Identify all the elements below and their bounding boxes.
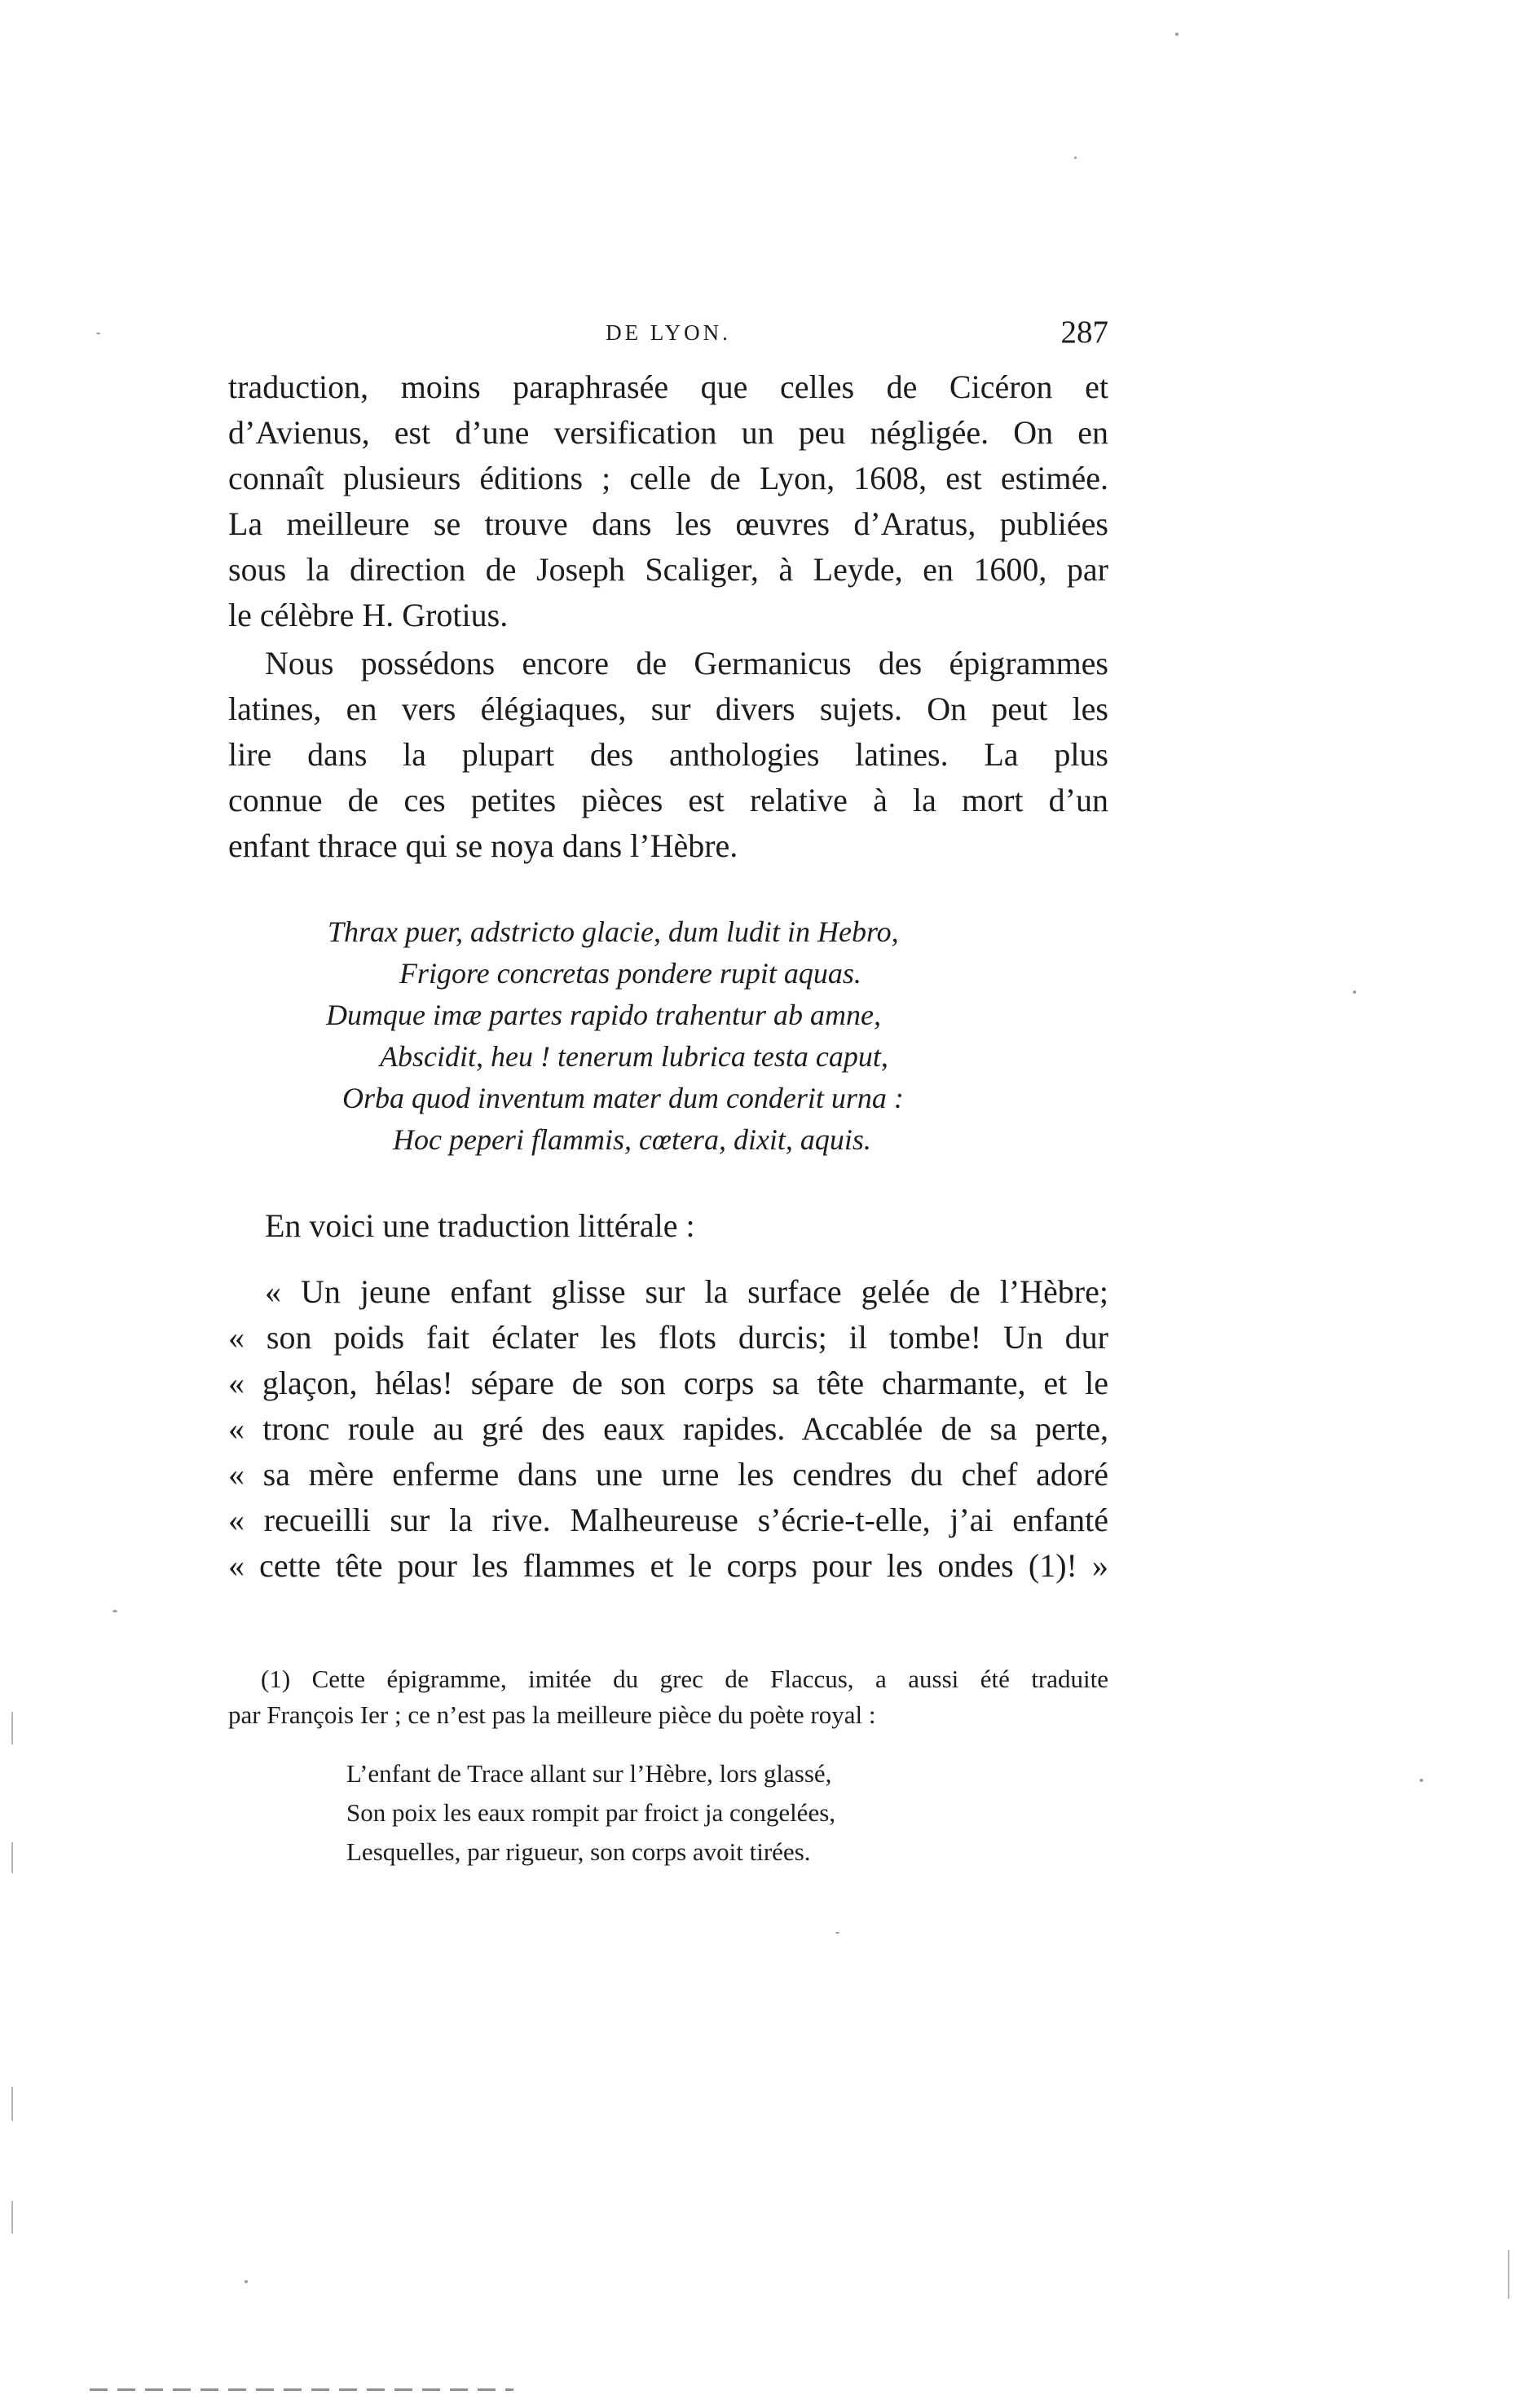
margin-mark xyxy=(11,2201,13,2234)
translation-intro: En voici une traduction littérale : xyxy=(265,1207,695,1244)
text-line: d’Avienus, est d’une versification un peu négligée. On en xyxy=(228,414,1108,451)
footnote-verse xyxy=(346,1754,835,1872)
latin-epigram xyxy=(228,911,1108,1161)
text-line: traduction, moins paraphrasée que celles de Cicéron et xyxy=(228,368,1108,405)
poem-line: Dumque imæ partes rapido trahentur ab amne, xyxy=(326,999,881,1031)
text-line: sous la direction de Joseph Scaliger, à Leyde, en 1600, par xyxy=(228,551,1108,588)
scan-speck xyxy=(1353,990,1356,994)
quote-line: « cette tête pour les flammes et le corps pour les ondes (1)! » xyxy=(228,1547,1108,1584)
scan-speck xyxy=(1420,1779,1423,1782)
text-line: La meilleure se trouve dans les œuvres d’Aratus, publiées xyxy=(228,505,1108,542)
text-line: Nous possédons encore de Germanicus des épigrammes xyxy=(265,645,1108,681)
verse-line: L’enfant de Trace allant sur l’Hèbre, lors glassé, xyxy=(346,1759,832,1788)
paragraph-aratus-translation xyxy=(228,364,1108,638)
bottom-edge-rule xyxy=(90,2388,513,2391)
paragraph-epigrams xyxy=(228,641,1108,869)
quote-line: « glaçon, hélas! sépare de son corps sa tête charmante, et le xyxy=(228,1365,1108,1401)
poem-line: Thrax puer, adstricto glacie, dum ludit in Hebro, xyxy=(328,915,899,948)
footnote-line: par François Ier ; ce n’est pas la meilleure pièce du poète royal : xyxy=(228,1700,876,1729)
verse-line: Lesquelles, par rigueur, son corps avoit tirées. xyxy=(346,1837,811,1866)
poem-line: Abscidit, heu ! tenerum lubrica testa caput, xyxy=(380,1040,888,1073)
margin-mark xyxy=(1508,2250,1509,2299)
quote-line: « recueilli sur la rive. Malheureuse s’écrie-t-elle, j’ai enfanté xyxy=(228,1502,1108,1538)
footnote-line: (1) Cette épigramme, imitée du grec de Flaccus, a aussi été traduite xyxy=(261,1665,1108,1693)
page-header xyxy=(228,312,1108,353)
quote-line: « tronc roule au gré des eaux rapides. Accablée de sa perte, xyxy=(228,1410,1108,1447)
margin-mark xyxy=(11,1842,13,1873)
text-line: enfant thrace qui se noya dans l’Hèbre. xyxy=(228,827,738,864)
quote-line: « son poids fait éclater les flots durcis; il tombe! Un dur xyxy=(228,1319,1108,1356)
scan-speck xyxy=(1175,33,1179,36)
poem-line: Orba quod inventum mater dum conderit urna : xyxy=(342,1082,904,1114)
scan-speck xyxy=(1074,157,1077,159)
poem-line: Hoc peperi flammis, cœtera, dixit, aquis. xyxy=(393,1123,871,1156)
quote-line: « sa mère enferme dans une urne les cendres du chef adoré xyxy=(228,1456,1108,1493)
margin-mark xyxy=(11,2087,13,2121)
page-number: 287 xyxy=(1060,315,1108,350)
margin-mark xyxy=(11,1712,13,1744)
text-line: connaît plusieurs éditions ; celle de Lyon, 1608, est estimée. xyxy=(228,460,1108,496)
text-line: lire dans la plupart des anthologies latines. La plus xyxy=(228,736,1108,773)
scan-speck xyxy=(245,2280,248,2283)
footnote xyxy=(228,1661,1108,1733)
poem-line: Frigore concretas pondere rupit aquas. xyxy=(399,957,861,990)
scan-speck xyxy=(835,1932,839,1934)
text-line: latines, en vers élégiaques, sur divers sujets. On peut les xyxy=(228,690,1108,727)
scan-speck xyxy=(112,1610,117,1612)
text-line: le célèbre H. Grotius. xyxy=(228,597,509,633)
scan-speck xyxy=(96,333,100,334)
french-translation xyxy=(228,1269,1108,1589)
quote-line: « Un jeune enfant glisse sur la surface gelée de l’Hèbre; xyxy=(265,1273,1108,1310)
running-title: DE LYON. xyxy=(606,320,731,345)
verse-line: Son poix les eaux rompit par froict ja congelées, xyxy=(346,1798,836,1827)
text-line: connue de ces petites pièces est relative à la mort d’un xyxy=(228,782,1108,818)
